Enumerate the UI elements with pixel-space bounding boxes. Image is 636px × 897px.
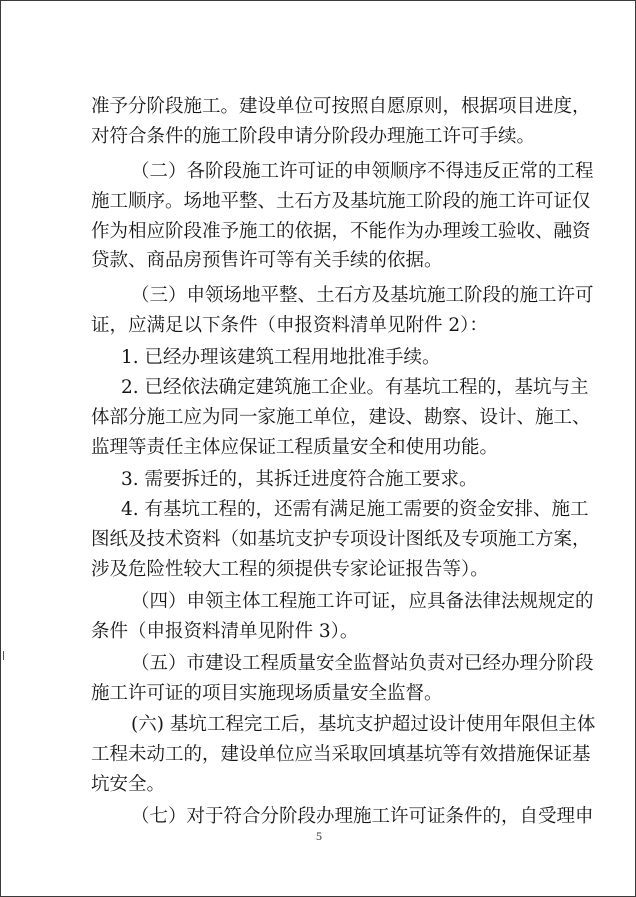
text-line: 对符合条件的施工阶段申请分阶段办理施工许可手续。: [91, 126, 536, 147]
text-line: 施工许可证的项目实施现场质量安全监督。: [91, 683, 443, 704]
text-line: 坑安全。: [91, 774, 166, 795]
text-line: 作为相应阶段准予施工的依据，不能作为办理竣工验收、融资: [91, 221, 591, 242]
text-line: 体部分施工应为同一家施工单位，建设、勘察、设计、施工、: [91, 407, 591, 428]
text-line: 3. 需要拆迁的，其拆迁进度符合施工要求。: [121, 469, 478, 490]
text-line: 1. 已经办理该建筑工程用地批准手续。: [121, 347, 441, 368]
text-line: 条件（申报资料清单见附件 3）。: [91, 621, 359, 642]
text-line: 2. 已经依法确定建筑施工企业。有基坑工程的，基坑与主: [121, 377, 589, 398]
text-line: 监理等责任主体应保证工程质量安全和使用功能。: [91, 437, 499, 458]
text-line: 证，应满足以下条件（申报资料清单见附件 2）：: [91, 315, 488, 336]
page-number: 5: [316, 829, 322, 843]
text-line: （五）市建设工程质量安全监督站负责对已经办理分阶段: [131, 653, 594, 674]
text-line: (六) 基坑工程完工后，基坑支护超过设计使用年限但主体: [131, 714, 596, 735]
text-line: 施工顺序。场地平整、土石方及基坑施工阶段的施工许可证仅: [91, 191, 591, 212]
scan-edge-mark: [3, 651, 4, 660]
text-line: （二）各阶段施工许可证的申领顺序不得违反正常的工程: [131, 161, 594, 182]
text-line: （三）申领场地平整、土石方及基坑施工阶段的施工许可: [131, 285, 594, 306]
text-line: 4. 有基坑工程的，还需有满足施工需要的资金安排、施工: [121, 499, 589, 520]
text-line: （四）申领主体工程施工许可证，应具备法律法规规定的: [131, 591, 594, 612]
text-line: 准予分阶段施工。建设单位可按照自愿原则，根据项目进度，: [91, 96, 591, 117]
text-line: 工程未动工的，建设单位应当采取回填基坑等有效措施保证基: [91, 744, 591, 765]
text-line: 涉及危险性较大工程的须提供专家论证报告等）。: [91, 559, 489, 580]
text-line: 图纸及技术资料（如基坑支护专项设计图纸及专项施工方案，: [91, 529, 591, 550]
text-line: （七）对于符合分阶段办理施工许可证条件的，自受理申: [131, 806, 594, 827]
text-line: 贷款、商品房预售许可等有关手续的依据。: [91, 250, 443, 271]
